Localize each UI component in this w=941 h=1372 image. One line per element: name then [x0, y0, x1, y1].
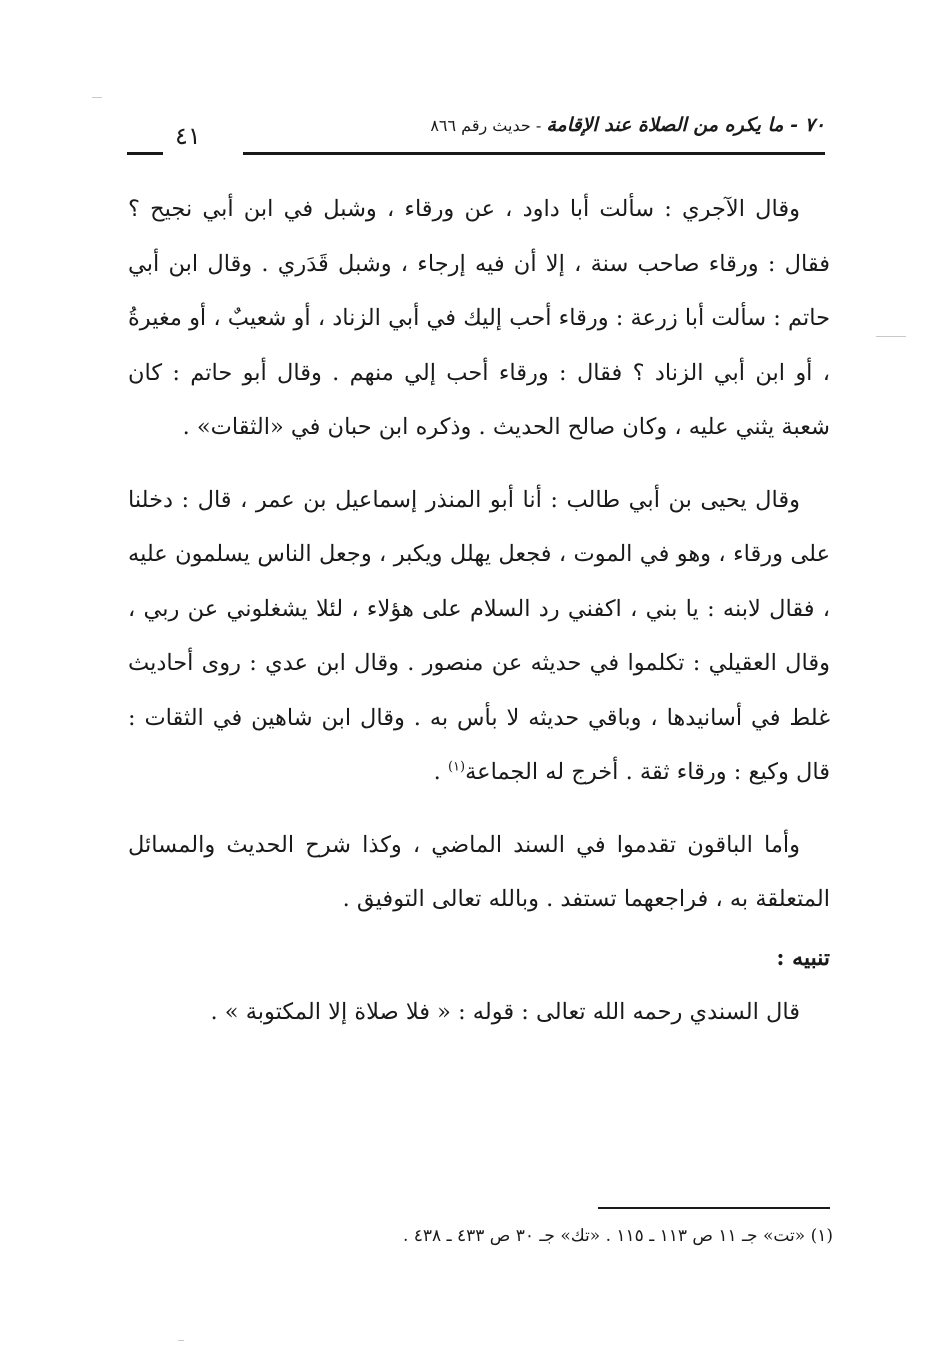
running-head [430, 114, 825, 136]
paragraph-1: وقال الآجري : سألت أبا داود ، عن ورقاء ، وشبل في ابن أبي نجيح ؟ فقال : ورقاء صاحب سنة ، إلا أن فيه إرجاء ، وشبل قَدَري . وقال ابن أبي حاتم : سألت أبا زرعة : ورقاء أحب إليك في أبي الزناد ، أو شعيبٌ ، أو مغيرةُ ، أو ابن أبي الزناد ؟ فقال : ورقاء أحب إلي منهم . وقال أبو حاتم : كان شعبة يثني عليه ، وكان صالح الحديث . وذكره ابن حبان في «الثقات» . [128, 196, 830, 440]
section-heading: تنبيه : [776, 944, 830, 971]
footnote: (١) «تت» جـ ١١ ص ١١٣ ـ ١١٥ . «تك» جـ ٣٠ ص ٤٣٣ ـ ٤٣٨ . [402, 1226, 833, 1246]
body-text [128, 182, 830, 1039]
footnote-marker: (١) [447, 759, 466, 775]
scan-speck [92, 97, 102, 98]
footnote-rule [598, 1207, 830, 1209]
running-title: ٧٠ - ما يكره من الصلاة عند الإقامة [546, 114, 825, 136]
running-subtitle: - حديث رقم ٨٦٦ [430, 116, 547, 135]
page-number: ٤١ [175, 122, 201, 150]
scan-speck [876, 336, 906, 337]
scan-speck [178, 1340, 184, 1341]
paragraph-2-text: وقال يحيى بن أبي طالب : أنا أبو المنذر إسماعيل بن عمر ، قال : دخلنا على ورقاء ، وهو في الموت ، فجعل يهلل ويكبر ، وجعل الناس يسلمون عليه ، فقال لابنه : يا بني ، اكفني رد السلام على هؤلاء ، لئلا يشغلوني عن ربي ، وقال العقيلي : تكلموا في حديثه عن منصور . وقال ابن عدي : روى أحاديث غلط في أسانيدها ، وباقي حديثه لا بأس به . وقال ابن شاهين في الثقات : قال وكيع : ورقاء ثقة . أخرج له الجماعة [128, 486, 830, 785]
paragraph-2-end: . [433, 759, 448, 785]
paragraph-3: وأما الباقون تقدموا في السند الماضي ، وكذا شرح الحديث والمسائل المتعلقة به ، فراجعهما تستفد . وبالله تعالى التوفيق . [128, 831, 830, 912]
header-rule [243, 152, 825, 155]
page-header [125, 112, 825, 162]
paragraph-2 [128, 473, 830, 800]
paragraph-4: قال السندي رحمه الله تعالى : قوله : « فلا صلاة إلا المكتوبة » . [210, 998, 800, 1025]
page-number-rule [127, 152, 163, 155]
